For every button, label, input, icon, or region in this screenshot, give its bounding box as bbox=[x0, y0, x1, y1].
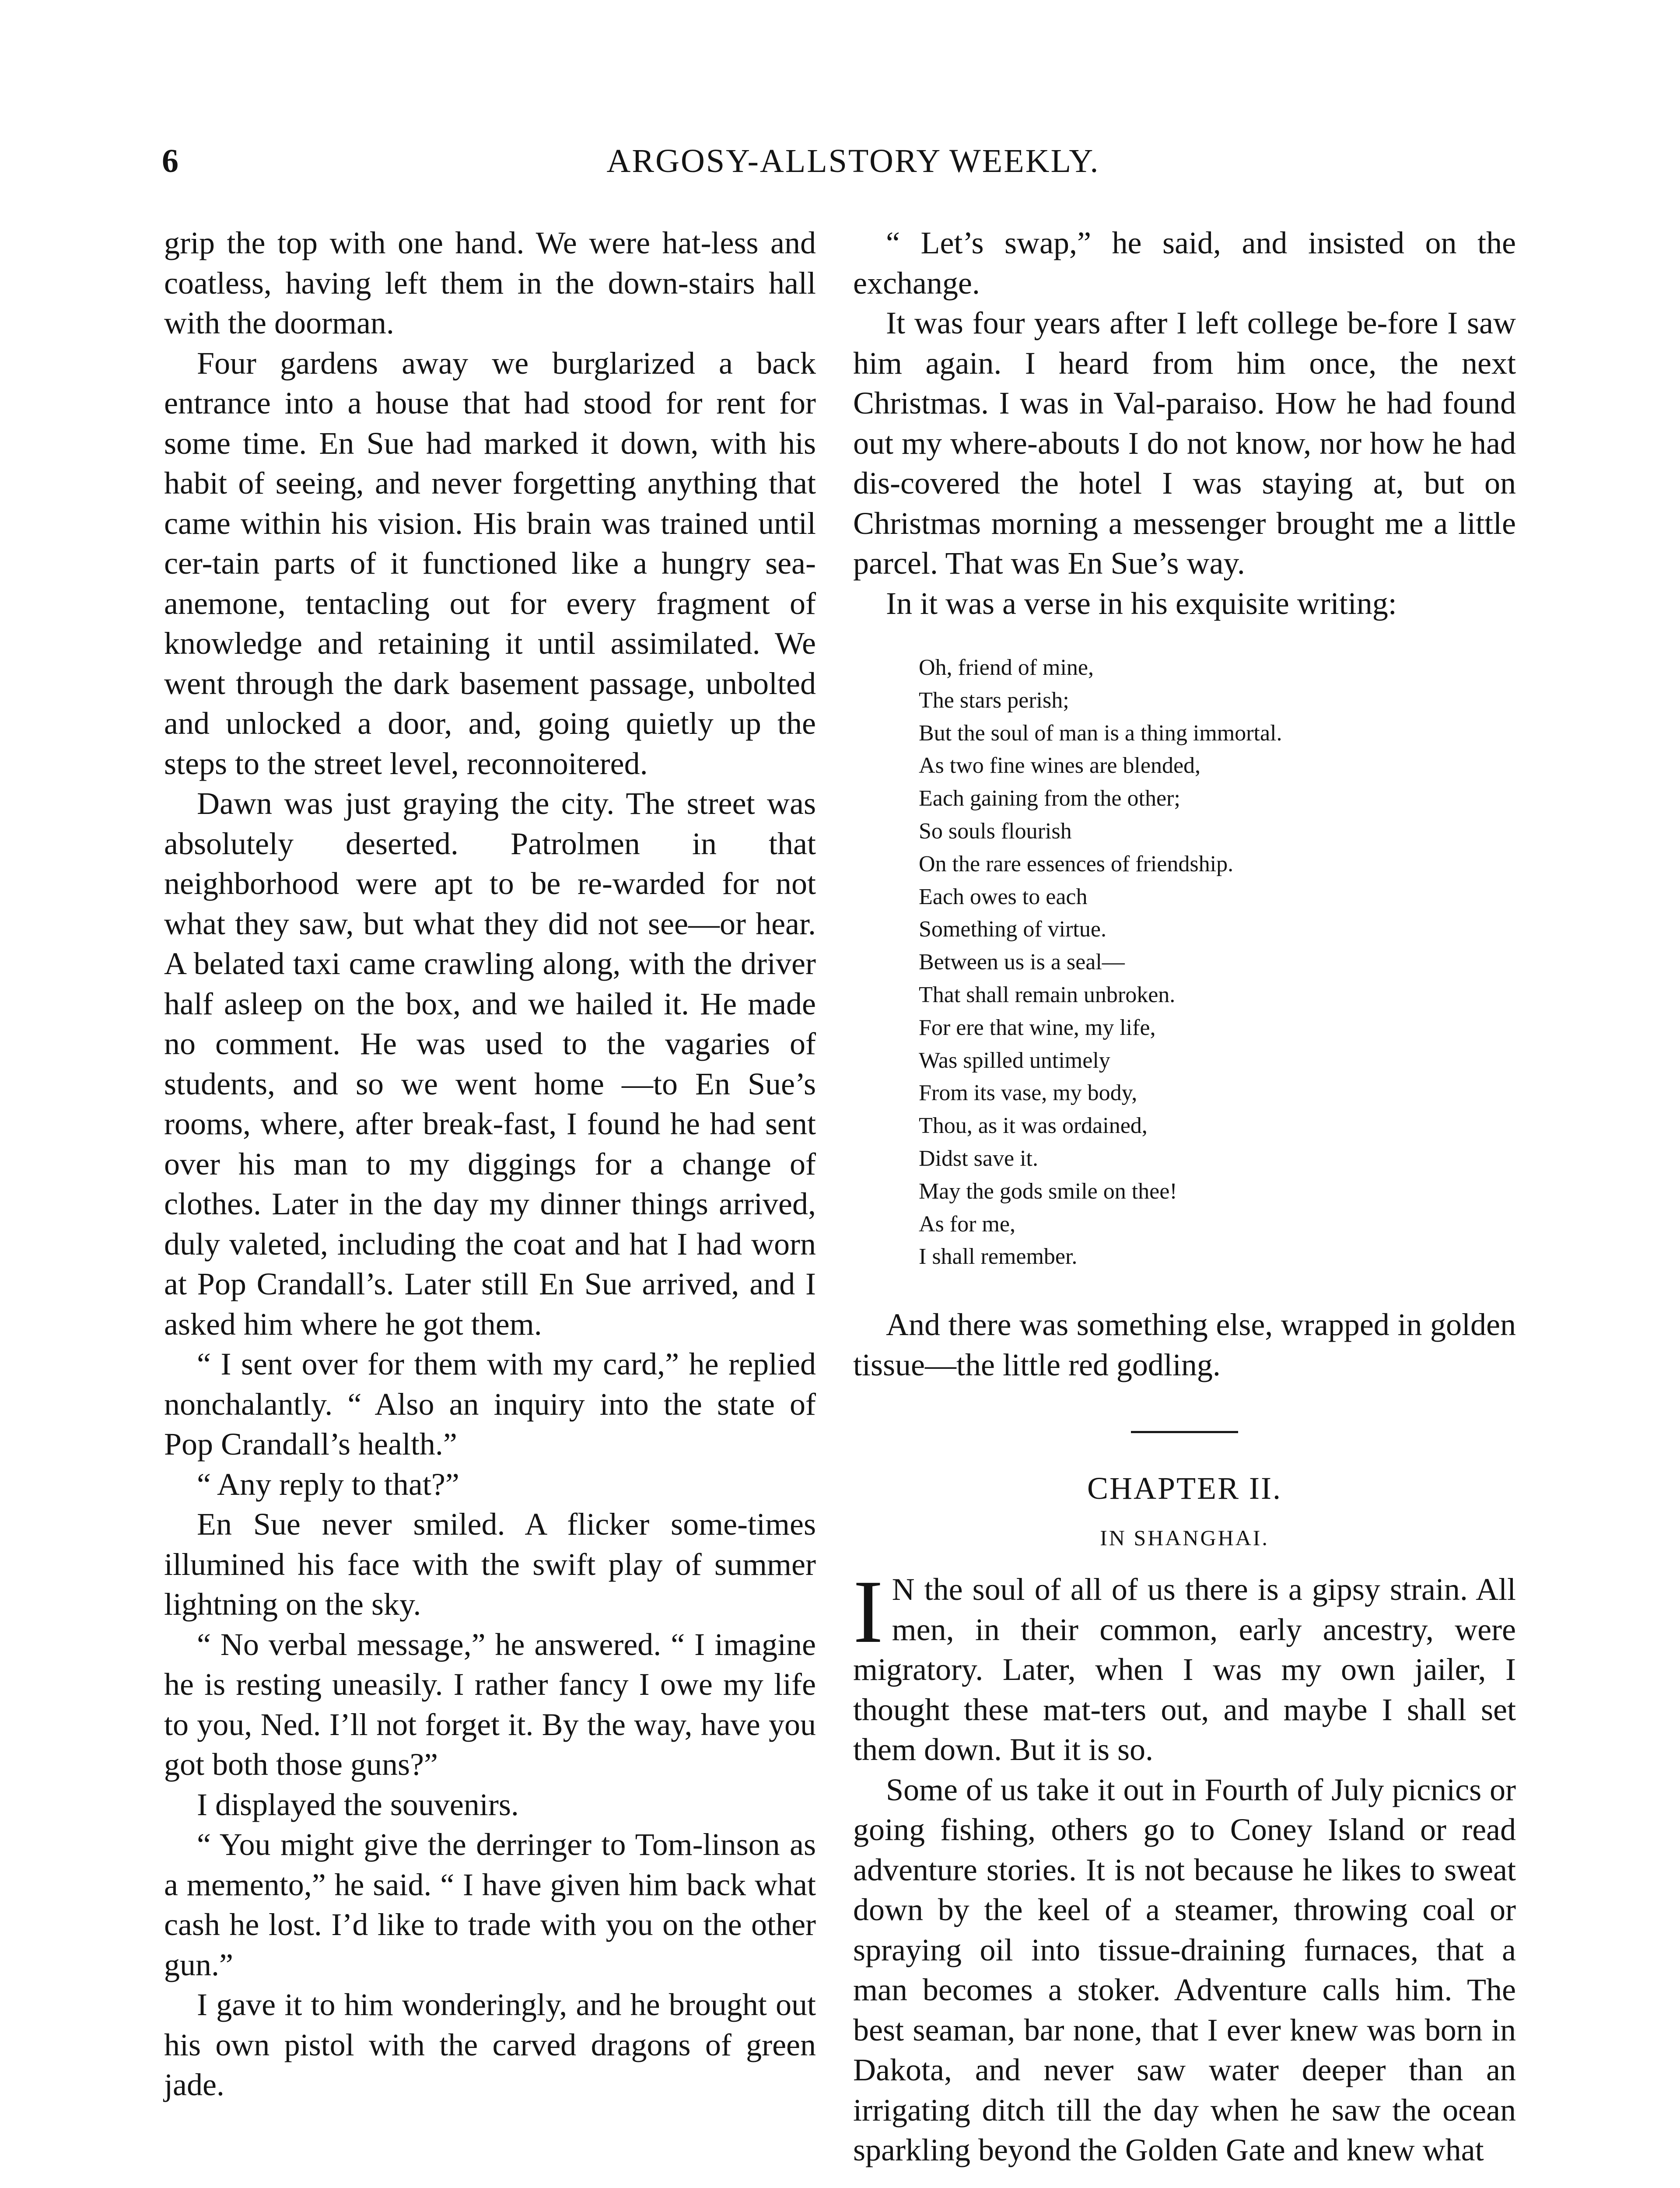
running-header: ARGOSY-ALLSTORY WEEKLY. bbox=[606, 143, 1100, 179]
paragraph: “ Any reply to that?” bbox=[197, 1466, 459, 1502]
chapter-opening-text: N the soul of all of us there is a gipsy strain. All men, in their common, early ancestry, were migratory. Later, when I was my own jailer, I thought these mat-ters out, and maybe I shall set them down. But it is so. bbox=[853, 1572, 1516, 1767]
chapter-subtitle: IN SHANGHAI. bbox=[1100, 1525, 1269, 1550]
paragraph: “ You might give the derringer to Tom-linson as a memento,” he said. “ I have given him back what cash he lost. I’d like to trade with you on the other gun.” bbox=[164, 1827, 816, 1982]
paragraph: I gave it to him wonderingly, and he brought out his own pistol with the carved dragons of green jade. bbox=[164, 1987, 816, 2102]
paragraph: I displayed the souvenirs. bbox=[197, 1787, 519, 1822]
paragraph: Some of us take it out in Fourth of July picnics or going fishing, others go to Coney Island or read adventure stories. It is not because he likes to sweat down by the keel of a steamer, throwing coal or spraying oil into tissue-draining furnaces, that a man becomes a stoker. Adventure calls him. The best seaman, bar none, that I ever knew was born in Dakota, and never saw water deeper than an irrigating ditch till the day when he saw the ocean sparkling beyond the Golden Gate and knew what bbox=[853, 1772, 1516, 2168]
poem-line: Thou, as it was ordained, bbox=[919, 1113, 1148, 1139]
poem-line: Between us is a seal— bbox=[919, 950, 1125, 975]
right-column bbox=[853, 223, 1516, 2170]
poem bbox=[919, 652, 1516, 1273]
section-divider bbox=[1131, 1431, 1238, 1433]
left-column bbox=[164, 223, 816, 2105]
poem-line: That shall remain unbroken. bbox=[919, 982, 1176, 1007]
page-number: 6 bbox=[162, 143, 178, 179]
paragraph: It was four years after I left college be-fore I saw him again. I heard from him once, the next Christmas. I was in Val-paraiso. How he had found out my where-abouts I do not know, nor how he had dis-covered the hotel I was staying at, but on Christmas morning a messenger brought me a little parcel. That was En Sue’s way. bbox=[853, 305, 1516, 581]
drop-cap: I bbox=[853, 1561, 883, 1662]
paragraph: “ No verbal message,” he answered. “ I imagine he is resting uneasily. I rather fancy I owe my life to you, Ned. I’ll not forget it. By the way, have you got both those guns?” bbox=[164, 1627, 816, 1782]
paragraph: Four gardens away we burglarized a back entrance into a house that had stood for rent for some time. En Sue had marked it down, with his habit of seeing, and never forgetting anything that came within his vision. His brain was trained until cer-tain parts of it functioned like a hungry sea-anemone, tentacling out for every fragment of knowledge and retaining it until assimilated. We went through the dark basement passage, unbolted and unlocked a door, and, going quietly up the steps to the street level, reconnoitered. bbox=[164, 345, 816, 781]
paragraph: And there was something else, wrapped in golden tissue—the little red godling. bbox=[853, 1307, 1516, 1382]
paragraph: In it was a verse in his exquisite writing: bbox=[886, 586, 1397, 621]
poem-line: Each gaining from the other; bbox=[919, 786, 1180, 811]
poem-line: May the gods smile on thee! bbox=[919, 1178, 1177, 1204]
paragraph: “ I sent over for them with my card,” he replied nonchalantly. “ Also an inquiry into the state of Pop Crandall’s health.” bbox=[164, 1346, 816, 1462]
paragraph: En Sue never smiled. A flicker some-times illumined his face with the swift play of summer lightning on the sky. bbox=[164, 1507, 816, 1622]
paragraph: Dawn was just graying the city. The street was absolutely deserted. Patrolmen in that neighborhood were apt to be re-warded for not what they saw, but what they did not see—or hear. A belated taxi came crawling along, with the driver half asleep on the box, and we hailed it. He made no comment. He was used to the vagaries of students, and so we went home —to En Sue’s rooms, where, after break-fast, I found he had sent over his man to my diggings for a change of clothes. Later in the day my dinner things arrived, duly valeted, including the coat and hat I had worn at Pop Crandall’s. Later still En Sue arrived, and I asked him where he got them. bbox=[164, 786, 816, 1342]
poem-line: As for me, bbox=[919, 1211, 1015, 1237]
chapter-opening-paragraph bbox=[853, 1561, 1516, 1770]
right-column-text-after-chapter bbox=[853, 1770, 1516, 2170]
paragraph: grip the top with one hand. We were hat-less and coatless, having left them in the down-stairs hall with the doorman. bbox=[164, 225, 816, 340]
poem-line: As two fine wines are blended, bbox=[919, 753, 1201, 778]
poem-line: On the rare essences of friendship. bbox=[919, 851, 1234, 877]
right-column-text-before-poem bbox=[853, 223, 1516, 624]
poem-line: Oh, friend of mine, bbox=[919, 655, 1094, 680]
chapter-title: CHAPTER II. bbox=[1087, 1471, 1282, 1506]
right-column-text-after-poem bbox=[853, 1305, 1516, 1385]
poem-line: I shall remember. bbox=[919, 1244, 1078, 1269]
poem-line: Something of virtue. bbox=[919, 917, 1106, 942]
poem-line: For ere that wine, my life, bbox=[919, 1015, 1156, 1040]
poem-line: Was spilled untimely bbox=[919, 1048, 1110, 1073]
poem-line: So souls flourish bbox=[919, 818, 1072, 844]
poem-line: The stars perish; bbox=[919, 687, 1069, 713]
poem-line: Each owes to each bbox=[919, 884, 1088, 909]
poem-line: But the soul of man is a thing immortal. bbox=[919, 720, 1282, 746]
paragraph: “ Let’s swap,” he said, and insisted on the exchange. bbox=[853, 225, 1516, 301]
poem-line: From its vase, my body, bbox=[919, 1080, 1138, 1106]
poem-line: Didst save it. bbox=[919, 1146, 1038, 1171]
